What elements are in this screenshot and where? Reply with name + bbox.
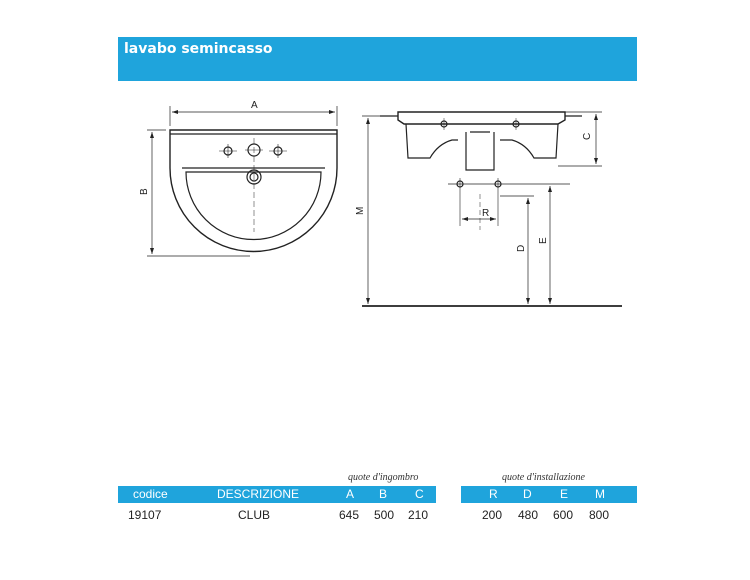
dimensions-group-heading: quote d'ingombro	[348, 472, 419, 483]
table-row	[118, 508, 637, 524]
page-title: lavabo semincasso	[124, 41, 273, 57]
header-m: M	[595, 487, 605, 501]
cell-e: 600	[553, 508, 574, 522]
cell-description: CLUB	[238, 508, 271, 522]
header-description: DESCRIZIONE	[217, 487, 300, 501]
header-e: E	[560, 487, 569, 501]
dimensions-header-bar	[118, 486, 436, 503]
cell-d: 480	[518, 508, 539, 522]
dimension-label-b: B	[139, 188, 150, 195]
cell-code: 19107	[128, 508, 162, 522]
dimension-label-a: A	[251, 100, 258, 111]
front-view	[147, 106, 337, 256]
header-d: D	[523, 487, 532, 501]
cell-r: 200	[482, 508, 503, 522]
header-r: R	[489, 487, 498, 501]
dimension-label-r: R	[482, 208, 490, 219]
header-code: codice	[133, 487, 168, 501]
installation-header-bar	[461, 486, 637, 503]
header-a: A	[346, 487, 355, 501]
dimension-label-d: D	[516, 244, 527, 252]
dimension-label-c: C	[582, 132, 593, 140]
cell-a: 645	[339, 508, 360, 522]
cell-b: 500	[374, 508, 395, 522]
dimension-label-e: E	[538, 237, 549, 244]
cell-c: 210	[408, 508, 429, 522]
header-c: C	[415, 487, 424, 501]
side-view	[362, 112, 622, 306]
installation-group-heading: quote d'installazione	[502, 472, 585, 483]
cell-m: 800	[589, 508, 610, 522]
dimension-label-m: M	[355, 206, 366, 215]
header-b: B	[379, 487, 388, 501]
